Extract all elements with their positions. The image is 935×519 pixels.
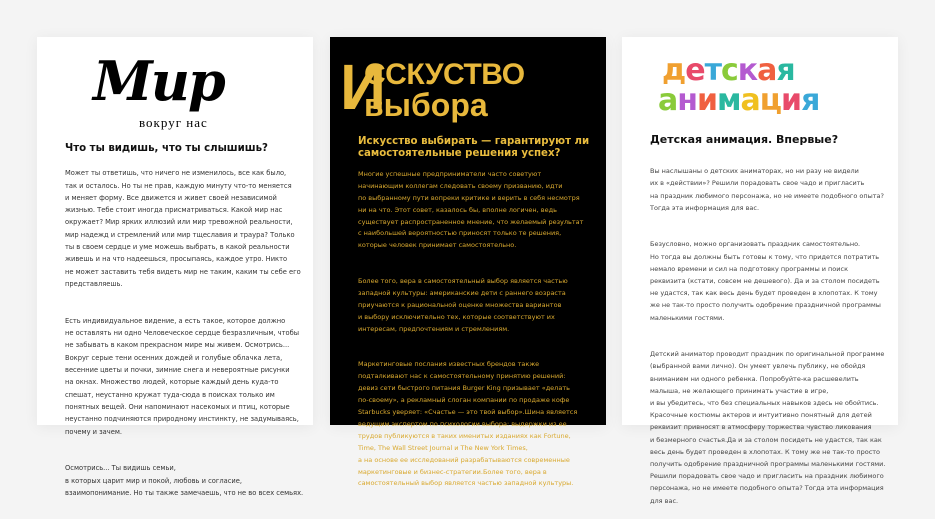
logo-letter: а	[757, 53, 777, 88]
logo-letter: и	[781, 83, 802, 118]
paragraph: Более того, вера в самостоятельный выбор является частью западной культуры: американские дети с раннего возраста приучаются к рациональной оценке множества вариантов и выбору исключительно тех, которые соответствуют их интересам, предпочтениям и стремлениям.	[358, 277, 568, 333]
logo-letter: к	[737, 53, 758, 88]
logo-letter: е	[685, 53, 705, 88]
logo-letter: т	[704, 53, 721, 88]
article-text	[65, 155, 315, 512]
logo-letter: с	[720, 53, 738, 88]
paragraph: Осмотрись... Ты видишь семьи, в которых царит мир и покой, любовь и согласие, взаимопонимание. Но ты также замечаешь, что не во всех семьях.	[65, 464, 304, 498]
logo-letter: а	[658, 83, 678, 118]
logo-title: Мир	[93, 49, 224, 113]
logo-line1: ССКУСТВО	[364, 58, 525, 91]
paragraph: Безусловно, можно организовать праздник самостоятельно. Но тогда вы должны быть готовы к тому, что придется потратить немало времени и сил на подготовку программы и поиск реквизита (кстати, совсем не дешевого). Да и за столом посидеть не удастся, так как весь день будет проведен в хлопотах. К тому же не так-то просто получить одобрение праздничной программы маленькими гостями.	[650, 240, 881, 322]
logo-initial: И	[340, 51, 386, 123]
logo-letter: и	[696, 83, 718, 118]
logo-letter: я	[801, 83, 820, 118]
paragraph: Многие успешные предприниматели часто советуют начинающим коллегам следовать своему призванию, идти по выбранному пути вопреки критике и верить в себя несмотря ни на что. Этот совет, казалось бы, вполне логичен, ведь существует распространенное мнение, что желаемый результат с наибольшей вероятностью приносят только те решения, которые человек принимает самостоятельно.	[358, 169, 584, 250]
paragraph: Есть индивидуальное видение, а есть такое, которое должно не оставлять ни одно Человеческое сердце безразличным, чтобы не забывать в каком прекрасном мире мы живем. Осмотрись... Вокруг серые тени осенних дождей и голубые облачка лета, весенние цветы и почки, зимние снега и невероятные рисунки на окнах. Множество людей, которые каждый день куда-то спешат, неустанно кружат туда-сюда в поисках только им понятных вещей. Они напоминают насекомых и птиц, которые неустанно подчиняются природному инстинкту, не задумываясь, почему и зачем.	[65, 316, 299, 436]
logo-letter: я	[776, 53, 795, 88]
article-text	[650, 153, 895, 519]
logo-line2: выбора	[364, 87, 488, 123]
paragraph: Вы наслышаны о детских аниматорах, но ни разу не видели их в «действии»? Решили порадовать свое чадо и пригласить на праздник любимого персонажа, но не имеете подобного опыта? Тогда эта информация для вас.	[650, 167, 884, 212]
logo-letter: а	[740, 83, 760, 118]
logo-line2	[658, 83, 820, 118]
poster-detskaya-animaciya	[622, 37, 898, 505]
heading: Детская анимация. Впервые?	[650, 133, 839, 146]
logo-line1	[662, 53, 795, 88]
logo-letter: н	[677, 83, 697, 118]
article-text	[358, 157, 603, 502]
logo-subtitle: вокруг нас	[139, 115, 208, 130]
poster-mir-vokrug-nas	[37, 37, 313, 498]
poster-iskusstvo-vybora	[330, 37, 606, 488]
logo-letter: д	[662, 53, 686, 88]
paragraph: Детский аниматор проводит праздник по оригинальной программе (выбранной вами лично). Он умеет увлечь публику, не обойдя вниманием ни одного ребенка. Попробуйте-ка расшевелить малыша, не желающего принимать участие в игре, и вы убедитесь, что без специальных навыков здесь не обойтись. Красочные костюмы актеров и интуитивно понятный для детей реквизит привносят в атмосферу торжества чувство ликования и безмерного счастья.Да и за столом посидеть не удастся, так как весь день будет проведен в хлопотах. К тому же не так-то просто получить одобрение праздничной программы маленькими гостями. Решили порадовать свое чадо и пригласить на праздник любимого персонажа, но не имеете подобного опыта? Тогда эта информация для вас.	[650, 350, 886, 505]
paragraph: Маркетинговые послания известных брендов также подталкивают нас к самостоятельному принятию решений: девиз сети быстрого питания Burger King призывает «делать по-своему», а рекламный слоган компании по продаже кофе Starbucks уверяет: «Счастье — это твой выбор».Шина является ведущим экспертом по психологии выбора: выдержки из ее трудов публикуются в таких именитых изданиях как Fortune, Time, The Wall Street Journal и The New York Times, а на основе ее исследований разрабатываются современные маркетинговые и бизнес-стратегии.Более того, вера в самостоятельный выбор является частью западной культуры.	[358, 360, 578, 488]
logo-letter: м	[717, 83, 741, 118]
paragraph: Может ты ответишь, что ничего не изменилось, все как было, так и осталось. Но ты не прав, каждую минуту что-то меняется и меняет форму. Все движется и живет своей независимой жизнью. Тебе стоит иногда присматриваться. Какой мир нас окружает? Мир ярких иллюзий или мир тревожной реальности, мир надежд и стремлений или мир тщеславия и траура? Только ты в своем сердце и уме можешь выбрать, в какой реальности живешь и на что надеешься, просыпаясь, каждое утро. Никто не может заставить тебя видеть мир не таким, каким ты себе его представляешь.	[65, 169, 301, 288]
heading: Искусство выбирать — гарантируют ли самостоятельные решения успех?	[358, 136, 590, 159]
logo-letter: ц	[759, 83, 782, 118]
heading: Что ты видишь, что ты слышишь?	[65, 143, 268, 154]
